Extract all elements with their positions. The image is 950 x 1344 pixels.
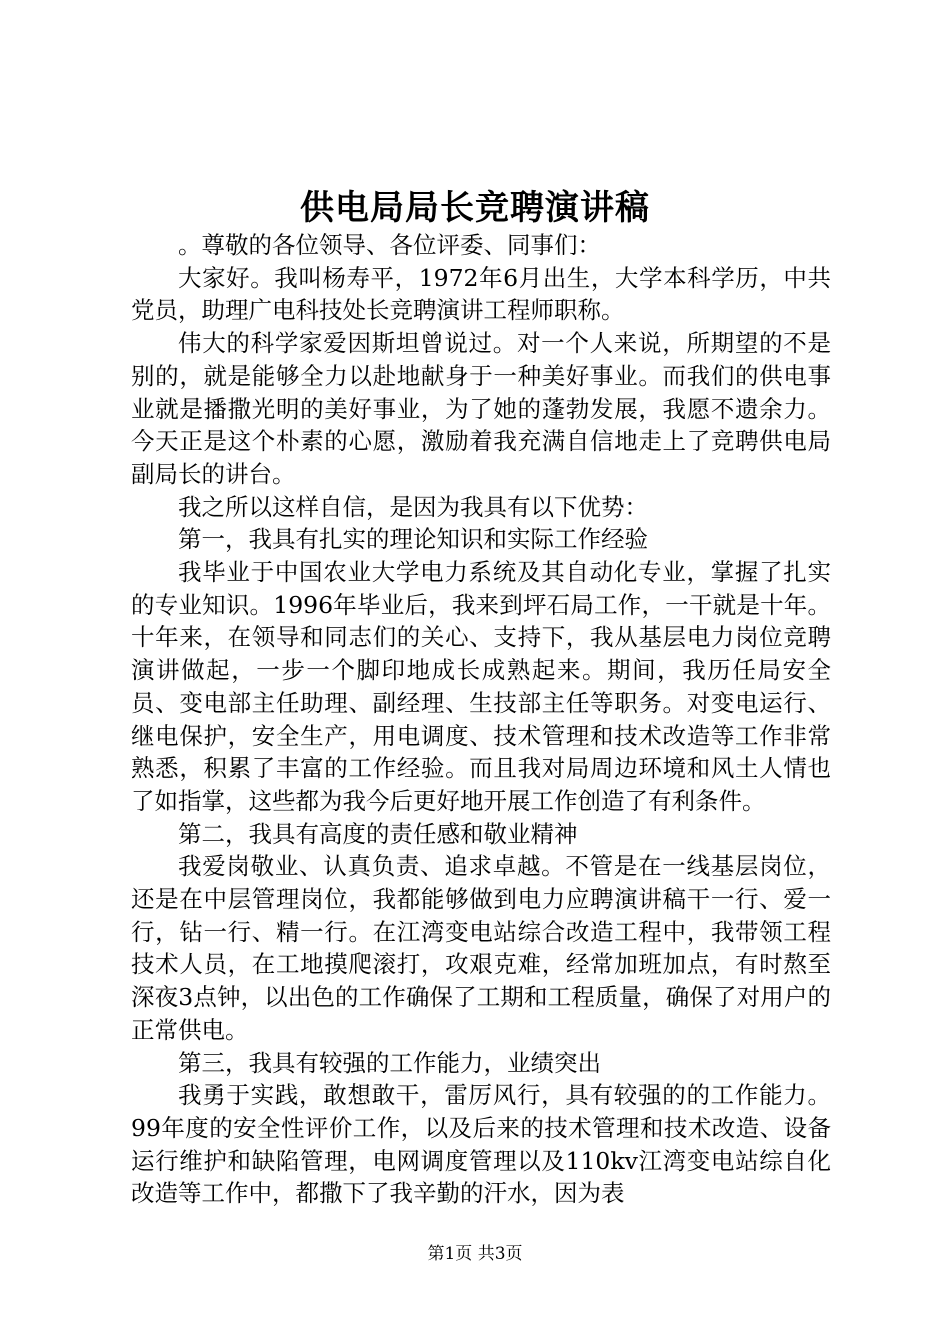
paragraph-advantage-three: 我勇于实践，敢想敢干，雷厉风行，具有较强的的工作能力。99年度的安全性评价工作，以及后来的技术管理和技术改造、设备运行维护和缺陷管理，电网调度管理以及110kv江湾变电站综自化改造等工作中，都撒下了我辛勤的汗水，因为表 xyxy=(131,1081,831,1208)
page-number-footer: 第1页 共3页 xyxy=(427,1244,523,1264)
heading-advantage-three: 第三，我具有较强的工作能力，业绩突出 xyxy=(178,1048,601,1077)
document-body xyxy=(131,229,831,1210)
heading-advantage-one: 第一，我具有扎实的理论知识和实际工作经验 xyxy=(178,525,648,554)
paragraph-advantages-intro: 我之所以这样自信，是因为我具有以下优势： xyxy=(178,492,648,521)
paragraph-introduction: 大家好。我叫杨寿平，1972年6月出生，大学本科学历，中共党员，助理广电科技处长竞聘演讲工程师职称。 xyxy=(131,263,831,325)
heading-advantage-two: 第二，我具有高度的责任感和敬业精神 xyxy=(178,819,578,848)
paragraph-advantage-one: 我毕业于中国农业大学电力系统及其自动化专业，掌握了扎实的专业知识。1996年毕业后，我来到坪石局工作，一干就是十年。十年来，在领导和同志们的关心、支持下，我从基层电力岗位竞聘演讲做起，一步一个脚印地成长成熟起来。期间，我历任局安全员、变电部主任助理、副经理、生技部主任等职务。对变电运行、继电保护，安全生产，用电调度、技术管理和技术改造等工作非常熟悉，积累了丰富的工作经验。而且我对局周边环境和风土人情也了如指掌，这些都为我今后更好地开展工作创造了有利条件。 xyxy=(131,558,831,815)
paragraph-motivation: 伟大的科学家爱因斯坦曾说过。对一个人来说，所期望的不是别的，就是能够全力以赴地献身于一种美好事业。而我们的供电事业就是播撒光明的美好事业，为了她的蓬勃发展，我愿不遗余力。今天正是这个朴素的心愿，激励着我充满自信地走上了竞聘供电局副局长的讲台。 xyxy=(131,329,831,488)
paragraph-advantage-two: 我爱岗敬业、认真负责、追求卓越。不管是在一线基层岗位，还是在中层管理岗位，我都能够做到电力应聘演讲稿干一行、爱一行，钻一行、精一行。在江湾变电站综合改造工程中，我带领工程技术人员，在工地摸爬滚打，攻艰克难，经常加班加点，有时熬至深夜3点钟，以出色的工作确保了工期和工程质量，确保了对用户的正常供电。 xyxy=(131,852,831,1044)
paragraph-salutation: 。尊敬的各位领导、各位评委、同事们： xyxy=(178,231,601,259)
document-title: 供电局局长竞聘演讲稿 xyxy=(300,188,650,228)
